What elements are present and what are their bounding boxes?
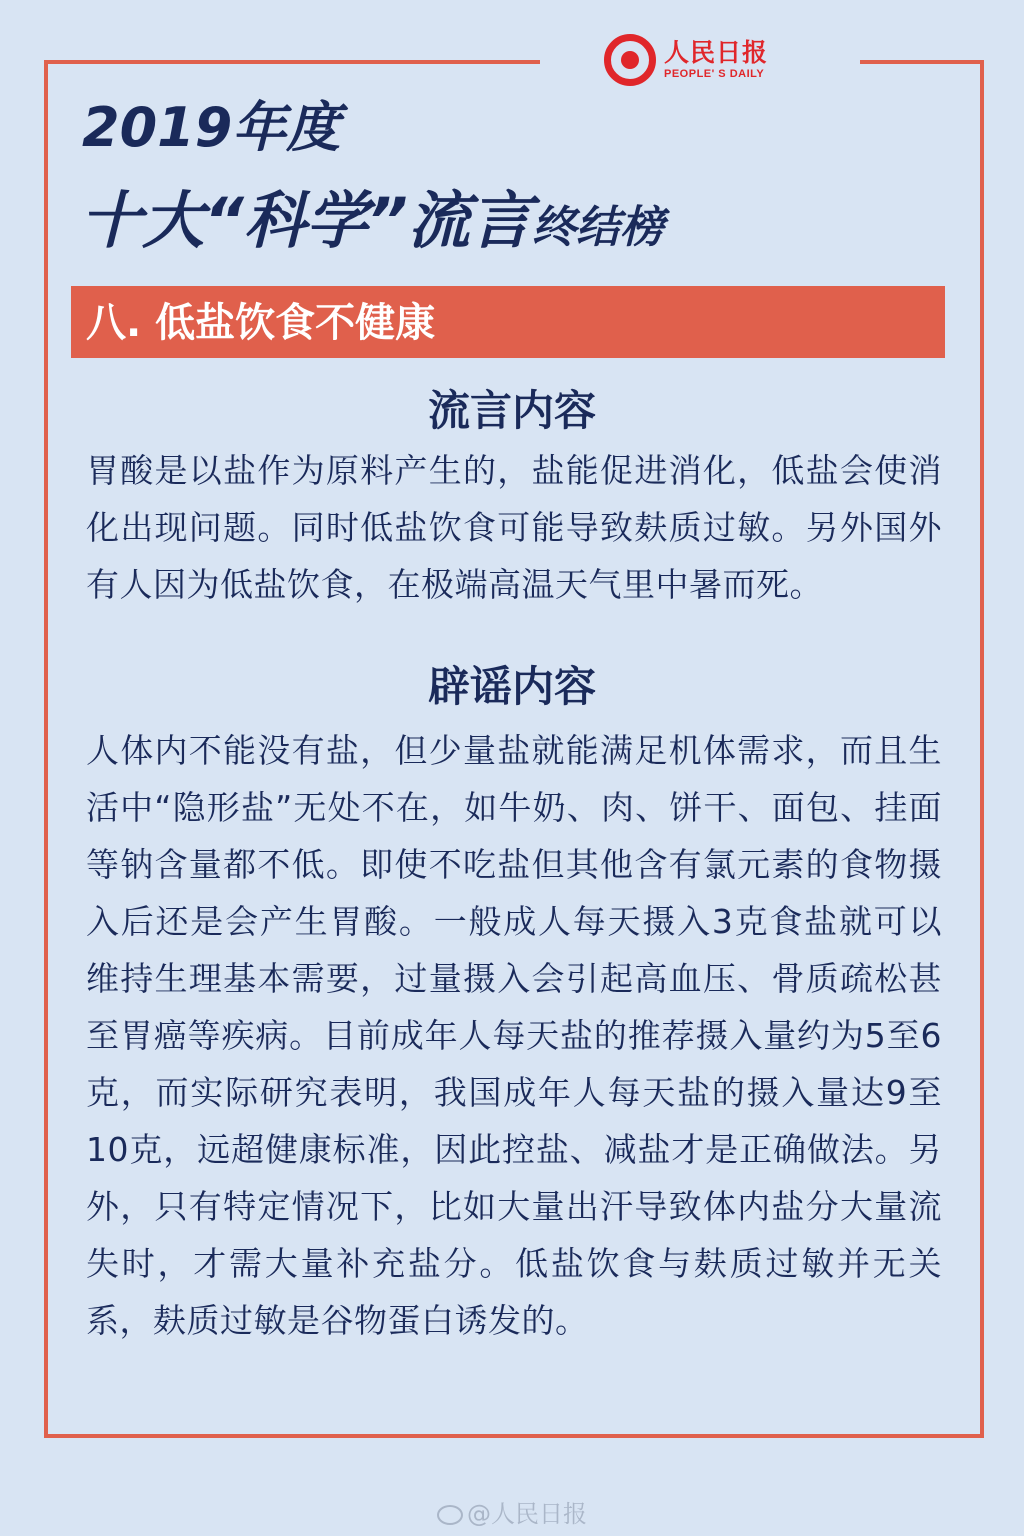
title-year: 2019年度	[82, 96, 341, 159]
at-sign-icon	[604, 34, 656, 86]
title-main-small: 终结榜	[531, 202, 664, 253]
watermark-text: @人民日报	[467, 1500, 587, 1528]
peoples-daily-logo	[604, 30, 794, 90]
title-main-large: 十大“科学”流言	[80, 184, 532, 257]
logo-name-en: PEOPLE' S DAILY	[664, 68, 765, 80]
logo-text	[664, 40, 768, 80]
weibo-icon	[437, 1505, 463, 1525]
section-title: 八. 低盐饮食不健康	[86, 300, 436, 346]
watermark	[0, 1494, 1024, 1529]
debunk-text: 人体内不能没有盐，但少量盐就能满足机体需求，而且生活中“隐形盐”无处不在，如牛奶、肉、饼干、面包、挂面等钠含量都不低。即使不吃盐但其他含有氯元素的食物摄入后还是会产生胃酸。一般成人每天摄入3克食盐就可以维持生理基本需要，过量摄入会引起高血压、骨质疏松甚至胃癌等疾病。目前成年人每天盐的推荐摄入量约为5至6克，而实际研究表明，我国成年人每天盐的摄入量达9至10克，远超健康标准，因此控盐、减盐才是正确做法。另外，只有特定情况下，比如大量出汗导致体内盐分大量流失时，才需大量补充盐分。低盐饮食与麸质过敏并无关系，麸质过敏是谷物蛋白诱发的。	[86, 731, 942, 1340]
debunk-heading: 辟谣内容	[427, 662, 596, 711]
logo-name-cn: 人民日报	[664, 38, 769, 67]
title-main	[80, 176, 664, 282]
rumor-heading: 流言内容	[427, 386, 596, 435]
rumor-text: 胃酸是以盐作为原料产生的，盐能促进消化，低盐会使消化出现问题。同时低盐饮食可能导致麸质过敏。另外国外有人因为低盐饮食，在极端高温天气里中暑而死。	[86, 451, 942, 604]
